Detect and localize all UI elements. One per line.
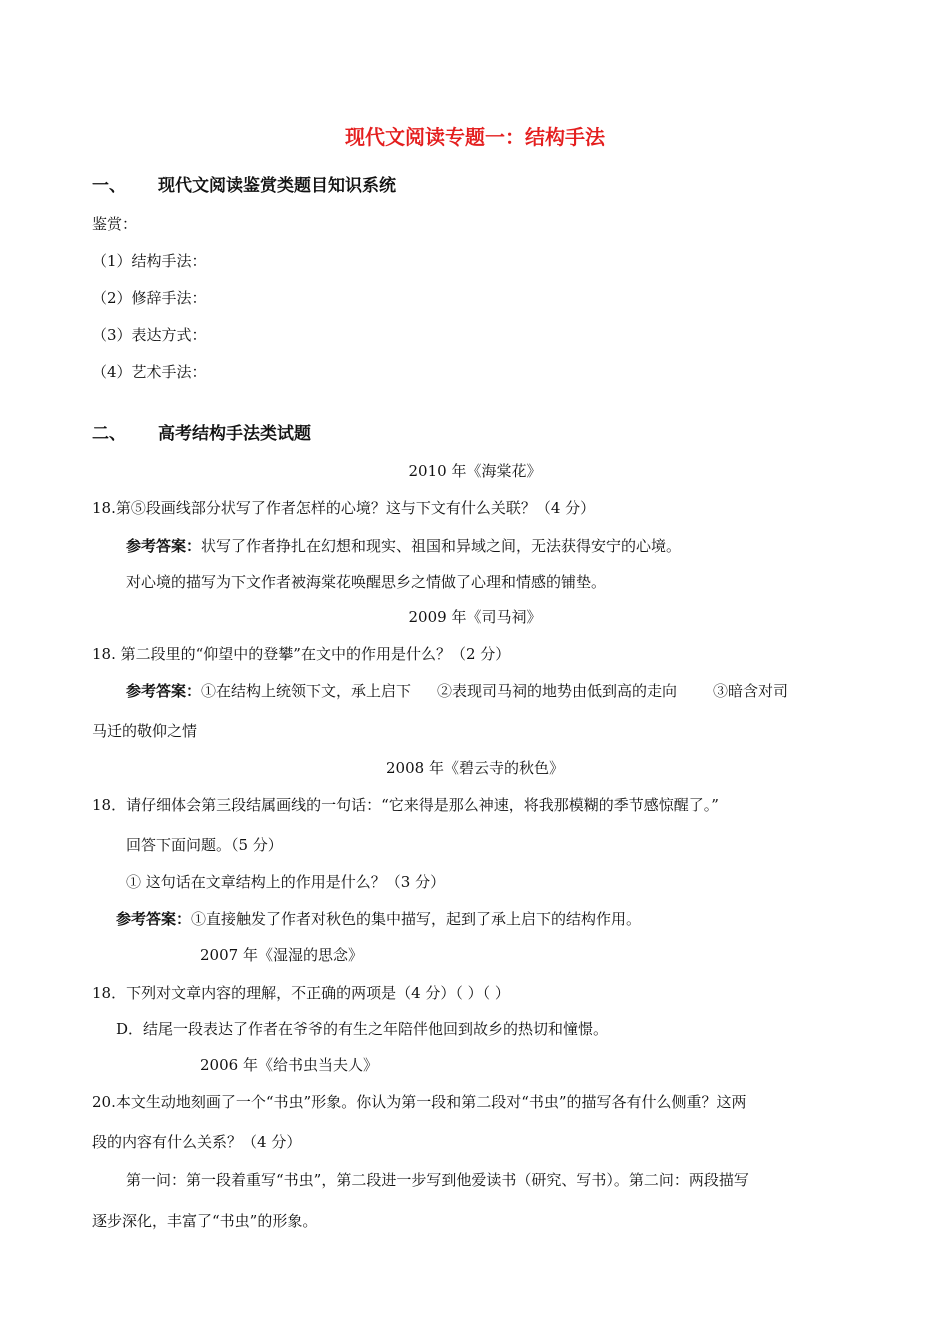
answer-label: 参考答案： — [126, 537, 202, 555]
answer-2010 — [126, 536, 681, 556]
list-item: （3）表达方式： — [92, 326, 207, 344]
question-2006: 20.本文生动地刻画了一个“书虫”形象。你认为第一段和第二段对“书虫”的描写各有什么侧重？这两 — [92, 1093, 747, 1111]
answer-2010-line2: 对心境的描写为下文作者被海棠花唤醒思乡之情做了心理和情感的铺垫。 — [126, 573, 607, 591]
question-2007: 18．下列对文章内容的理解，不正确的两项是（4 分）（ ）（ ） — [92, 984, 510, 1002]
appreciation-label: 鉴赏： — [92, 215, 138, 233]
answer-2008 — [116, 909, 641, 929]
answer-text: 状写了作者挣扎在幻想和现实、祖国和异域之间，无法获得安宁的心境。 — [201, 537, 682, 555]
answer-part-3: ③暗含对司 — [713, 682, 789, 700]
answer-text: ①直接触发了作者对秋色的集中描写，起到了承上启下的结构作用。 — [191, 910, 642, 928]
year-heading-2010: 2010 年《海棠花》 — [408, 462, 542, 480]
section-2-number: 二、 — [92, 424, 126, 444]
question-2008: 18．请仔细体会第三段结属画线的一句话：“它来得是那么神速，将我那模糊的季节感惊醒了。” — [92, 796, 719, 814]
answer-2009-line2: 马迁的敬仰之情 — [92, 722, 198, 740]
question-2009: 18. 第二段里的“仰望中的登攀”在文中的作用是什么？（2 分） — [92, 645, 511, 663]
sub-question-2008: ① 这句话在文章结构上的作用是什么？（3 分） — [126, 873, 446, 891]
page-title: 现代文阅读专题一：结构手法 — [345, 125, 605, 149]
year-heading-2008: 2008 年《碧云寺的秋色》 — [386, 759, 564, 777]
list-item: （2）修辞手法： — [92, 289, 207, 307]
section-1-number: 一、 — [92, 176, 126, 196]
list-item: （1）结构手法： — [92, 252, 207, 270]
year-heading-2009: 2009 年《司马祠》 — [408, 608, 542, 626]
answer-part-2: ②表现司马祠的地势由低到高的走向 — [437, 682, 678, 700]
option-d-2007: D．结尾一段表达了作者在爷爷的有生之年陪伴他回到故乡的热切和憧憬。 — [116, 1020, 609, 1038]
answer-label: 参考答案： — [126, 682, 202, 700]
section-1-heading — [92, 176, 396, 196]
question-2006-line2: 段的内容有什么关系？（4 分） — [92, 1133, 302, 1151]
answer-2006: 第一问：第一段着重写“书虫”，第二段进一步写到他爱读书（研究、写书）。第二问：两段描写 — [126, 1171, 749, 1189]
question-2008-line2: 回答下面问题。（5 分） — [126, 836, 283, 854]
section-1-title: 现代文阅读鉴赏类题目知识系统 — [158, 176, 396, 196]
section-2-heading — [92, 424, 311, 444]
answer-2009 — [126, 681, 788, 701]
answer-label: 参考答案： — [116, 910, 192, 928]
section-2-title: 高考结构手法类试题 — [158, 424, 311, 444]
answer-part-1: ①在结构上统领下文，承上启下 — [201, 682, 412, 700]
question-2010: 18.第⑤段画线部分状写了作者怎样的心境？这与下文有什么关联？（4 分） — [92, 499, 596, 517]
list-item: （4）艺术手法： — [92, 363, 207, 381]
year-heading-2006: 2006 年《给书虫当夫人》 — [200, 1056, 378, 1074]
year-heading-2007: 2007 年《湿湿的思念》 — [200, 946, 363, 964]
answer-2006-line2: 逐步深化，丰富了“书虫”的形象。 — [92, 1212, 318, 1230]
